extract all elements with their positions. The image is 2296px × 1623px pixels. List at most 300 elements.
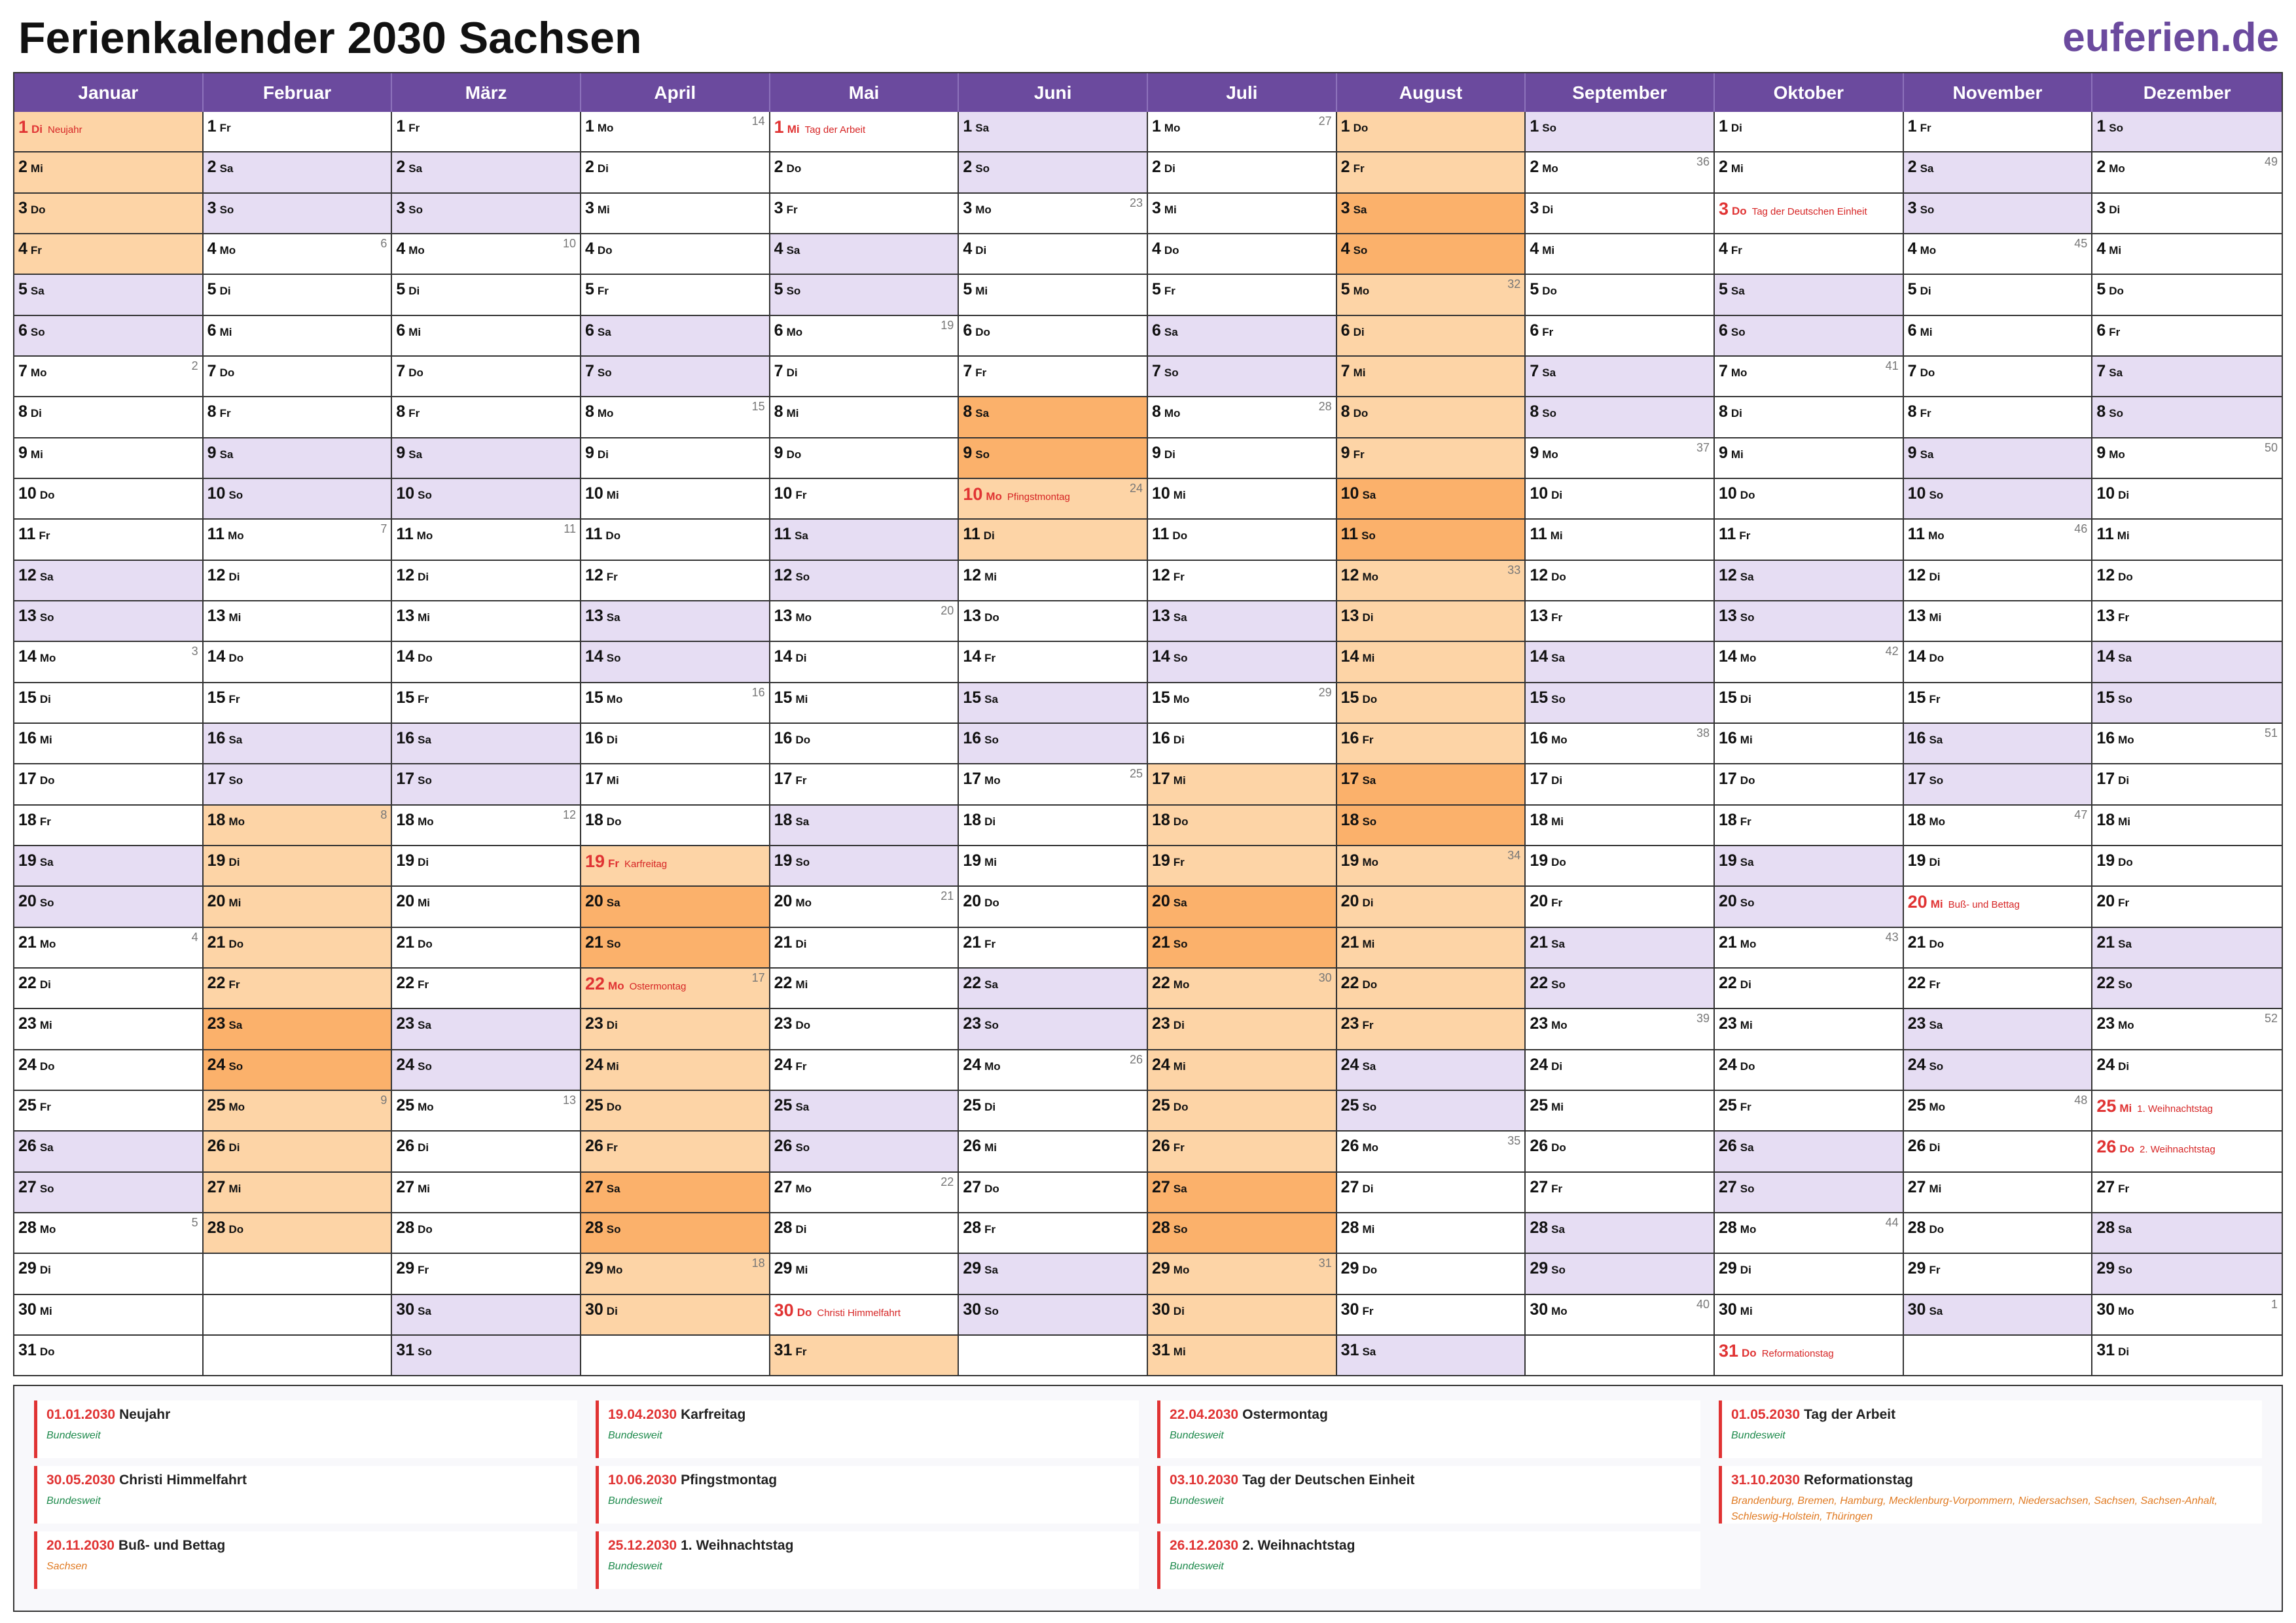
day-cell[interactable] (14, 1173, 202, 1213)
day-cell[interactable] (1148, 275, 1336, 315)
day-cell[interactable] (1148, 152, 1336, 193)
day-cell[interactable] (770, 397, 958, 438)
day-cell[interactable] (581, 397, 769, 438)
day-cell[interactable] (1715, 1009, 1903, 1050)
day-cell[interactable] (2092, 1295, 2282, 1336)
day-cell[interactable] (581, 152, 769, 193)
day-cell[interactable] (1337, 601, 1525, 642)
day-cell[interactable] (204, 1009, 391, 1050)
day-cell[interactable] (1904, 397, 2092, 438)
day-cell[interactable] (1337, 397, 1525, 438)
day-cell[interactable] (204, 601, 391, 642)
day-cell[interactable] (1715, 969, 1903, 1009)
day-cell[interactable] (770, 438, 958, 479)
day-cell[interactable] (1715, 846, 1903, 887)
day-cell[interactable] (1526, 1050, 1713, 1091)
day-cell[interactable] (1337, 1213, 1525, 1254)
day-cell[interactable] (959, 520, 1147, 560)
day-cell[interactable] (959, 479, 1147, 520)
day-cell[interactable] (392, 887, 580, 927)
day-cell[interactable] (1715, 316, 1903, 357)
day-cell[interactable] (2092, 397, 2282, 438)
day-cell[interactable] (14, 642, 202, 683)
day-cell[interactable] (581, 846, 769, 887)
day-cell[interactable] (14, 887, 202, 927)
day-cell[interactable] (2092, 520, 2282, 560)
day-cell[interactable] (1715, 397, 1903, 438)
day-cell[interactable] (1148, 1254, 1336, 1294)
day-cell[interactable] (1148, 438, 1336, 479)
day-cell[interactable] (1904, 806, 2092, 846)
day-cell[interactable] (581, 1213, 769, 1254)
day-cell[interactable] (392, 601, 580, 642)
day-cell[interactable] (1148, 642, 1336, 683)
day-cell[interactable] (204, 764, 391, 805)
day-cell[interactable] (204, 357, 391, 397)
day-cell[interactable] (1337, 969, 1525, 1009)
day-cell[interactable] (1904, 194, 2092, 234)
day-cell[interactable] (959, 438, 1147, 479)
day-cell[interactable] (959, 357, 1147, 397)
day-cell[interactable] (1337, 1009, 1525, 1050)
day-cell[interactable] (1148, 724, 1336, 764)
day-cell[interactable] (1337, 724, 1525, 764)
day-cell[interactable] (1148, 887, 1336, 927)
day-cell[interactable] (959, 601, 1147, 642)
day-cell[interactable] (1904, 479, 2092, 520)
day-cell[interactable] (392, 275, 580, 315)
day-cell[interactable] (2092, 1254, 2282, 1294)
day-cell[interactable] (770, 1091, 958, 1132)
day-cell[interactable] (1904, 887, 2092, 927)
day-cell[interactable] (1526, 1091, 1713, 1132)
day-cell[interactable] (1337, 1050, 1525, 1091)
day-cell[interactable] (1148, 1132, 1336, 1172)
day-cell[interactable] (1715, 520, 1903, 560)
day-cell[interactable] (14, 1254, 202, 1294)
day-cell[interactable] (1526, 234, 1713, 275)
day-cell[interactable] (1904, 1132, 2092, 1172)
day-cell[interactable] (1526, 152, 1713, 193)
day-cell[interactable] (14, 152, 202, 193)
day-cell[interactable] (2092, 479, 2282, 520)
day-cell[interactable] (1904, 1254, 2092, 1294)
day-cell[interactable] (959, 1254, 1147, 1294)
brand-logo[interactable]: euferien.de (2062, 15, 2279, 60)
day-cell[interactable] (1904, 234, 2092, 275)
day-cell[interactable] (2092, 887, 2282, 927)
day-cell[interactable] (1526, 397, 1713, 438)
day-cell[interactable] (2092, 1050, 2282, 1091)
day-cell[interactable] (1526, 1254, 1713, 1294)
day-cell[interactable] (392, 1091, 580, 1132)
day-cell[interactable] (581, 112, 769, 152)
day-cell[interactable] (581, 642, 769, 683)
day-cell[interactable] (1337, 642, 1525, 683)
day-cell[interactable] (392, 1213, 580, 1254)
day-cell[interactable] (392, 1295, 580, 1336)
day-cell[interactable] (959, 887, 1147, 927)
day-cell[interactable] (770, 846, 958, 887)
day-cell[interactable] (1337, 846, 1525, 887)
day-cell[interactable] (581, 357, 769, 397)
day-cell[interactable] (1904, 152, 2092, 193)
day-cell[interactable] (1904, 969, 2092, 1009)
day-cell[interactable] (1148, 194, 1336, 234)
day-cell[interactable] (392, 1050, 580, 1091)
day-cell[interactable] (1904, 520, 2092, 560)
day-cell[interactable] (959, 846, 1147, 887)
day-cell[interactable] (1715, 642, 1903, 683)
day-cell[interactable] (581, 806, 769, 846)
day-cell[interactable] (1715, 1254, 1903, 1294)
day-cell[interactable] (204, 969, 391, 1009)
day-cell[interactable] (1715, 601, 1903, 642)
day-cell[interactable] (959, 316, 1147, 357)
day-cell[interactable] (2092, 601, 2282, 642)
day-cell[interactable] (392, 928, 580, 969)
day-cell[interactable] (581, 724, 769, 764)
day-cell[interactable] (1337, 561, 1525, 601)
day-cell[interactable] (14, 601, 202, 642)
day-cell[interactable] (581, 194, 769, 234)
day-cell[interactable] (392, 112, 580, 152)
day-cell[interactable] (1337, 112, 1525, 152)
day-cell[interactable] (1148, 1091, 1336, 1132)
day-cell[interactable] (392, 1336, 580, 1375)
day-cell[interactable] (959, 561, 1147, 601)
day-cell[interactable] (770, 357, 958, 397)
day-cell[interactable] (1526, 1132, 1713, 1172)
day-cell[interactable] (1715, 887, 1903, 927)
day-cell[interactable] (1904, 683, 2092, 724)
day-cell[interactable] (14, 520, 202, 560)
day-cell[interactable] (1337, 316, 1525, 357)
day-cell[interactable] (392, 234, 580, 275)
day-cell[interactable] (1337, 275, 1525, 315)
day-cell[interactable] (581, 479, 769, 520)
day-cell[interactable] (1526, 928, 1713, 969)
day-cell[interactable] (959, 928, 1147, 969)
day-cell[interactable] (2092, 234, 2282, 275)
day-cell[interactable] (770, 112, 958, 152)
day-cell[interactable] (1526, 969, 1713, 1009)
day-cell[interactable] (1526, 194, 1713, 234)
day-cell[interactable] (581, 234, 769, 275)
day-cell[interactable] (14, 764, 202, 805)
day-cell[interactable] (959, 397, 1147, 438)
day-cell[interactable] (959, 275, 1147, 315)
day-cell[interactable] (959, 969, 1147, 1009)
day-cell[interactable] (392, 1009, 580, 1050)
day-cell[interactable] (581, 969, 769, 1009)
day-cell[interactable] (204, 928, 391, 969)
day-cell[interactable] (204, 1050, 391, 1091)
day-cell[interactable] (204, 1213, 391, 1254)
day-cell[interactable] (1715, 561, 1903, 601)
day-cell[interactable] (1526, 1173, 1713, 1213)
day-cell[interactable] (1904, 561, 2092, 601)
day-cell[interactable] (1904, 1295, 2092, 1336)
day-cell[interactable] (204, 887, 391, 927)
day-cell[interactable] (1148, 357, 1336, 397)
day-cell[interactable] (1715, 806, 1903, 846)
day-cell[interactable] (2092, 1091, 2282, 1132)
day-cell[interactable] (581, 764, 769, 805)
day-cell[interactable] (1148, 683, 1336, 724)
day-cell[interactable] (959, 112, 1147, 152)
day-cell[interactable] (581, 1050, 769, 1091)
day-cell[interactable] (392, 642, 580, 683)
day-cell[interactable] (14, 1336, 202, 1375)
day-cell[interactable] (204, 1173, 391, 1213)
day-cell[interactable] (1904, 846, 2092, 887)
day-cell[interactable] (14, 194, 202, 234)
day-cell[interactable] (1337, 887, 1525, 927)
day-cell[interactable] (392, 194, 580, 234)
day-cell[interactable] (1148, 1295, 1336, 1336)
day-cell[interactable] (14, 1009, 202, 1050)
day-cell[interactable] (1148, 1009, 1336, 1050)
day-cell[interactable] (2092, 152, 2282, 193)
day-cell[interactable] (1715, 1091, 1903, 1132)
day-cell[interactable] (1715, 479, 1903, 520)
day-cell[interactable] (1337, 438, 1525, 479)
day-cell[interactable] (14, 1091, 202, 1132)
day-cell[interactable] (1715, 928, 1903, 969)
day-cell[interactable] (2092, 1336, 2282, 1375)
day-cell[interactable] (770, 764, 958, 805)
day-cell[interactable] (14, 561, 202, 601)
day-cell[interactable] (1904, 316, 2092, 357)
day-cell[interactable] (204, 112, 391, 152)
day-cell[interactable] (581, 1173, 769, 1213)
day-cell[interactable] (2092, 969, 2282, 1009)
day-cell[interactable] (1337, 806, 1525, 846)
day-cell[interactable] (1715, 275, 1903, 315)
day-cell[interactable] (770, 724, 958, 764)
day-cell[interactable] (392, 479, 580, 520)
day-cell[interactable] (204, 1091, 391, 1132)
day-cell[interactable] (14, 969, 202, 1009)
day-cell[interactable] (2092, 438, 2282, 479)
day-cell[interactable] (1337, 1091, 1525, 1132)
day-cell[interactable] (204, 806, 391, 846)
day-cell[interactable] (2092, 642, 2282, 683)
day-cell[interactable] (959, 764, 1147, 805)
day-cell[interactable] (1148, 928, 1336, 969)
day-cell[interactable] (204, 683, 391, 724)
day-cell[interactable] (1526, 887, 1713, 927)
day-cell[interactable] (392, 806, 580, 846)
day-cell[interactable] (204, 194, 391, 234)
day-cell[interactable] (1715, 112, 1903, 152)
day-cell[interactable] (392, 357, 580, 397)
day-cell[interactable] (2092, 1173, 2282, 1213)
day-cell[interactable] (959, 806, 1147, 846)
day-cell[interactable] (1904, 1091, 2092, 1132)
day-cell[interactable] (770, 887, 958, 927)
day-cell[interactable] (2092, 316, 2282, 357)
day-cell[interactable] (770, 561, 958, 601)
day-cell[interactable] (2092, 275, 2282, 315)
day-cell[interactable] (1904, 438, 2092, 479)
day-cell[interactable] (1337, 194, 1525, 234)
day-cell[interactable] (1526, 479, 1713, 520)
day-cell[interactable] (959, 1009, 1147, 1050)
day-cell[interactable] (2092, 112, 2282, 152)
day-cell[interactable] (1148, 969, 1336, 1009)
day-cell[interactable] (1904, 928, 2092, 969)
day-cell[interactable] (204, 561, 391, 601)
day-cell[interactable] (770, 806, 958, 846)
day-cell[interactable] (14, 357, 202, 397)
day-cell[interactable] (1715, 438, 1903, 479)
day-cell[interactable] (1904, 275, 2092, 315)
day-cell[interactable] (2092, 724, 2282, 764)
day-cell[interactable] (770, 1254, 958, 1294)
day-cell[interactable] (1715, 1173, 1903, 1213)
day-cell[interactable] (770, 969, 958, 1009)
day-cell[interactable] (581, 438, 769, 479)
day-cell[interactable] (770, 1336, 958, 1375)
day-cell[interactable] (1148, 397, 1336, 438)
day-cell[interactable] (14, 1295, 202, 1336)
day-cell[interactable] (14, 479, 202, 520)
day-cell[interactable] (1526, 642, 1713, 683)
day-cell[interactable] (1526, 1213, 1713, 1254)
day-cell[interactable] (959, 1050, 1147, 1091)
day-cell[interactable] (2092, 194, 2282, 234)
day-cell[interactable] (770, 1213, 958, 1254)
day-cell[interactable] (1148, 1336, 1336, 1375)
day-cell[interactable] (1526, 683, 1713, 724)
day-cell[interactable] (1337, 357, 1525, 397)
day-cell[interactable] (959, 234, 1147, 275)
day-cell[interactable] (204, 397, 391, 438)
day-cell[interactable] (1337, 1173, 1525, 1213)
day-cell[interactable] (1526, 561, 1713, 601)
day-cell[interactable] (770, 1132, 958, 1172)
day-cell[interactable] (1148, 316, 1336, 357)
day-cell[interactable] (2092, 928, 2282, 969)
day-cell[interactable] (392, 561, 580, 601)
day-cell[interactable] (392, 438, 580, 479)
day-cell[interactable] (1337, 764, 1525, 805)
day-cell[interactable] (770, 683, 958, 724)
day-cell[interactable] (1526, 1295, 1713, 1336)
day-cell[interactable] (770, 642, 958, 683)
day-cell[interactable] (392, 1132, 580, 1172)
day-cell[interactable] (1904, 112, 2092, 152)
day-cell[interactable] (1337, 1336, 1525, 1375)
day-cell[interactable] (204, 520, 391, 560)
day-cell[interactable] (1715, 683, 1903, 724)
day-cell[interactable] (959, 1213, 1147, 1254)
day-cell[interactable] (581, 275, 769, 315)
day-cell[interactable] (959, 683, 1147, 724)
day-cell[interactable] (1715, 194, 1903, 234)
day-cell[interactable] (1904, 357, 2092, 397)
day-cell[interactable] (14, 806, 202, 846)
day-cell[interactable] (1904, 642, 2092, 683)
day-cell[interactable] (1526, 724, 1713, 764)
day-cell[interactable] (1337, 1295, 1525, 1336)
day-cell[interactable] (2092, 764, 2282, 805)
day-cell[interactable] (1337, 683, 1525, 724)
day-cell[interactable] (1526, 764, 1713, 805)
day-cell[interactable] (1715, 1295, 1903, 1336)
day-cell[interactable] (770, 928, 958, 969)
day-cell[interactable] (1337, 1254, 1525, 1294)
day-cell[interactable] (1715, 1336, 1903, 1375)
day-cell[interactable] (581, 887, 769, 927)
day-cell[interactable] (2092, 561, 2282, 601)
day-cell[interactable] (14, 397, 202, 438)
day-cell[interactable] (581, 601, 769, 642)
day-cell[interactable] (392, 1173, 580, 1213)
day-cell[interactable] (2092, 1132, 2282, 1172)
day-cell[interactable] (770, 275, 958, 315)
day-cell[interactable] (204, 234, 391, 275)
day-cell[interactable] (1715, 724, 1903, 764)
day-cell[interactable] (959, 642, 1147, 683)
day-cell[interactable] (392, 316, 580, 357)
day-cell[interactable] (1526, 275, 1713, 315)
day-cell[interactable] (770, 479, 958, 520)
day-cell[interactable] (1715, 1050, 1903, 1091)
day-cell[interactable] (581, 1009, 769, 1050)
day-cell[interactable] (14, 928, 202, 969)
day-cell[interactable] (14, 724, 202, 764)
day-cell[interactable] (204, 642, 391, 683)
day-cell[interactable] (1148, 234, 1336, 275)
day-cell[interactable] (1337, 520, 1525, 560)
day-cell[interactable] (2092, 1213, 2282, 1254)
day-cell[interactable] (2092, 683, 2282, 724)
day-cell[interactable] (14, 316, 202, 357)
day-cell[interactable] (1904, 764, 2092, 805)
day-cell[interactable] (581, 561, 769, 601)
day-cell[interactable] (204, 275, 391, 315)
day-cell[interactable] (581, 1295, 769, 1336)
day-cell[interactable] (1337, 1132, 1525, 1172)
day-cell[interactable] (2092, 1009, 2282, 1050)
day-cell[interactable] (14, 683, 202, 724)
day-cell[interactable] (581, 316, 769, 357)
day-cell[interactable] (1337, 479, 1525, 520)
day-cell[interactable] (770, 520, 958, 560)
day-cell[interactable] (1526, 438, 1713, 479)
day-cell[interactable] (392, 683, 580, 724)
day-cell[interactable] (1148, 846, 1336, 887)
day-cell[interactable] (1904, 724, 2092, 764)
day-cell[interactable] (1337, 928, 1525, 969)
day-cell[interactable] (1904, 601, 2092, 642)
day-cell[interactable] (14, 234, 202, 275)
day-cell[interactable] (1148, 1050, 1336, 1091)
day-cell[interactable] (959, 1295, 1147, 1336)
day-cell[interactable] (204, 152, 391, 193)
day-cell[interactable] (770, 152, 958, 193)
day-cell[interactable] (2092, 846, 2282, 887)
day-cell[interactable] (1904, 1173, 2092, 1213)
day-cell[interactable] (204, 1132, 391, 1172)
day-cell[interactable] (204, 846, 391, 887)
day-cell[interactable] (1526, 112, 1713, 152)
day-cell[interactable] (1337, 234, 1525, 275)
day-cell[interactable] (770, 1173, 958, 1213)
